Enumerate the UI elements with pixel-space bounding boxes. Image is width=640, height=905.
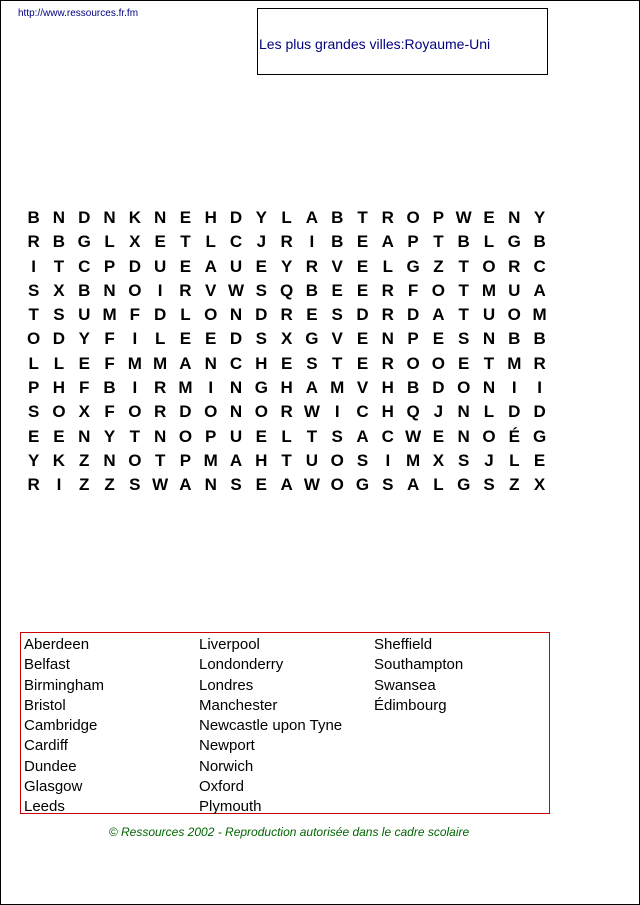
grid-cell[interactable]: U [482,305,496,325]
grid-cell[interactable]: A [432,305,445,325]
grid-cell[interactable]: G [457,475,471,495]
grid-cell[interactable]: O [431,353,446,373]
grid-row [21,451,552,475]
grid-cell[interactable]: N [204,475,217,495]
grid-cell[interactable]: H [255,353,268,373]
grid-cell[interactable]: M [178,378,193,398]
grid-cell[interactable]: T [458,280,469,300]
grid-cell[interactable]: T [53,256,65,276]
grid-cell[interactable]: N [153,426,167,446]
grid-cell[interactable]: D [255,305,268,325]
grid-cell[interactable]: A [229,450,243,470]
grid-row [21,208,552,232]
grid-cell[interactable]: H [52,378,66,398]
grid-cell[interactable]: P [407,329,419,349]
word-list-item: Manchester [199,696,278,714]
grid-cell[interactable]: A [204,256,217,276]
grid-cell[interactable]: O [482,426,496,446]
grid-cell[interactable]: E [179,329,192,349]
grid-cell[interactable]: D [356,305,369,325]
grid-row [21,329,552,353]
grid-cell[interactable]: S [129,475,141,495]
grid-cell[interactable]: R [179,280,192,300]
grid-cell[interactable]: C [356,402,369,422]
grid-cell[interactable]: X [533,475,546,495]
grid-cell[interactable]: T [28,305,39,325]
grid-row [21,378,552,402]
grid-cell[interactable]: X [280,329,293,349]
grid-cell[interactable]: P [103,256,116,276]
grid-cell[interactable]: L [483,402,495,422]
word-list-item: Plymouth [199,798,262,816]
grid-cell[interactable]: E [179,208,192,227]
grid-cell[interactable]: N [457,402,470,422]
grid-cell[interactable]: D [128,256,141,276]
grid-cell[interactable]: I [157,280,163,300]
word-list-item: Belfast [24,656,70,674]
copyright-footer: © Ressources 2002 - Reproduction autorisée dans le cadre scolaire [108,825,470,839]
grid-cell[interactable]: D [406,305,420,325]
word-list-item: Newcastle upon Tyne [199,717,343,735]
grid-cell[interactable]: S [483,475,495,495]
grid-cell[interactable]: S [27,402,40,422]
grid-cell[interactable]: M [102,305,117,325]
grid-cell[interactable]: M [127,353,142,373]
grid-cell[interactable]: S [458,329,470,349]
grid-cell[interactable]: L [483,232,495,252]
grid-cell[interactable]: F [104,402,115,422]
grid-cell[interactable]: E [179,256,192,276]
word-list-item: Glasgow [24,778,83,796]
grid-cell[interactable]: S [382,475,394,495]
grid-cell[interactable]: N [482,329,496,349]
grid-cell[interactable]: R [381,353,394,373]
grid-cell[interactable]: W [152,475,169,495]
word-list-item: Édimbourg [374,696,447,714]
grid-cell[interactable]: M [406,450,421,470]
grid-cell[interactable]: E [356,232,369,252]
grid-cell[interactable]: D [229,208,243,227]
grid-cell[interactable]: C [229,232,243,252]
grid-cell[interactable]: Z [79,450,90,470]
grid-cell[interactable]: E [483,208,495,227]
grid-cell[interactable]: O [507,305,521,325]
grid-cell[interactable]: D [432,378,445,398]
grid-cell[interactable]: T [332,353,343,373]
grid-cell[interactable]: T [180,232,191,252]
grid-cell[interactable]: K [52,450,66,470]
grid-cell[interactable]: R [280,402,293,422]
grid-row [21,427,552,451]
grid-cell[interactable]: A [305,378,319,398]
grid-cell[interactable]: E [27,426,40,446]
grid-cell[interactable]: O [128,450,142,470]
grid-cell[interactable]: I [132,378,138,398]
word-list-item: Southampton [374,656,464,674]
grid-cell[interactable]: B [331,232,344,252]
grid-cell[interactable]: H [280,378,293,398]
grid-cell[interactable]: N [204,353,217,373]
grid-cell[interactable]: U [508,280,521,300]
grid-cell[interactable]: R [280,232,293,252]
grid-cell[interactable]: D [153,305,167,325]
grid-cell[interactable]: H [255,450,268,470]
grid-row [21,475,552,499]
grid-cell[interactable]: U [229,426,243,446]
grid-cell[interactable]: I [56,475,62,495]
grid-cell[interactable]: N [381,329,394,349]
grid-cell[interactable]: O [128,402,142,422]
grid-cell[interactable]: G [77,232,91,252]
grid-cell[interactable]: M [532,305,547,325]
grid-cell[interactable]: R [27,475,40,495]
grid-cell[interactable]: W [303,402,320,422]
grid-cell[interactable]: Y [78,329,90,349]
grid-cell[interactable]: E [255,426,267,446]
grid-cell[interactable]: Z [433,256,444,276]
grid-cell[interactable]: E [78,353,90,373]
grid-cell[interactable]: I [385,450,391,470]
grid-cell[interactable]: X [53,280,65,300]
grid-cell[interactable]: T [483,353,495,373]
grid-cell[interactable]: A [179,353,192,373]
grid-cell[interactable]: T [154,450,166,470]
grid-cell[interactable]: N [103,280,116,300]
grid-cell[interactable]: O [52,402,66,422]
grid-cell[interactable]: E [53,426,65,446]
grid-cell[interactable]: W [303,475,320,495]
grid-cell[interactable]: J [433,402,444,422]
grid-cell[interactable]: I [537,378,542,398]
grid-cell[interactable]: U [229,256,243,276]
grid-cell[interactable]: O [204,305,218,325]
grid-cell[interactable]: D [52,329,66,349]
page-title: Les plus grandes villes:Royaume-Uni [259,36,491,52]
grid-cell[interactable]: S [255,329,267,349]
title-box [257,8,548,75]
grid-cell[interactable]: A [381,232,394,252]
grid-cell[interactable]: X [78,402,90,422]
grid-cell[interactable]: H [204,208,217,227]
grid-cell[interactable]: N [153,208,167,227]
grid-cell[interactable]: D [229,329,243,349]
grid-cell[interactable]: N [229,402,243,422]
grid-cell[interactable]: I [208,378,214,398]
grid-cell[interactable]: N [482,378,496,398]
grid-cell[interactable]: N [103,208,116,227]
grid-cell[interactable]: F [104,353,115,373]
grid-cell[interactable]: L [104,232,115,252]
grid-cell[interactable]: E [356,280,369,300]
grid-cell[interactable]: O [406,353,420,373]
grid-cell[interactable]: A [533,280,546,300]
grid-cell[interactable]: R [153,378,167,398]
grid-cell[interactable]: S [356,450,369,470]
grid-cell[interactable]: E [255,475,267,495]
grid-cell[interactable]: B [331,208,344,227]
grid-cell[interactable]: S [27,280,40,300]
grid-cell[interactable]: O [457,378,471,398]
grid-cell[interactable]: E [356,256,369,276]
grid-cell[interactable]: N [229,305,243,325]
word-list-item: Dundee [24,757,77,775]
grid-cell[interactable]: S [306,353,318,373]
grid-cell[interactable]: E [458,353,470,373]
grid-cell[interactable]: S [255,280,267,300]
grid-cell[interactable]: Q [280,280,294,300]
grid-cell[interactable]: O [330,450,344,470]
word-list-item: Cardiff [24,737,68,755]
grid-cell[interactable]: F [129,305,141,325]
grid-cell[interactable]: X [432,450,445,470]
word-list-column-1 [24,635,104,818]
grid-cell[interactable]: Y [27,450,40,470]
grid-cell[interactable]: É [508,426,520,446]
grid-cell[interactable]: R [305,256,319,276]
grid-cell[interactable]: L [382,256,393,276]
grid-cell[interactable]: G [355,475,370,495]
grid-cell[interactable]: M [330,378,345,398]
grid-cell[interactable]: T [129,426,141,446]
grid-cell[interactable]: A [305,208,319,227]
grid-cell[interactable]: D [179,402,192,422]
word-list-item: Bristol [24,696,66,714]
grid-cell[interactable]: D [78,208,91,227]
word-list-item: Londonderry [199,656,284,674]
word-list-item: Cambridge [24,717,98,735]
grid-cell[interactable]: L [281,208,292,227]
grid-cell[interactable]: O [128,280,142,300]
grid-cell[interactable]: L [180,305,191,325]
grid-cell[interactable]: E [205,329,217,349]
grid-cell[interactable]: M [481,280,497,300]
grid-cell[interactable]: M [507,353,522,373]
grid-cell[interactable]: V [331,329,343,349]
grid-cell[interactable]: B [305,280,319,300]
grid-cell[interactable]: S [331,305,343,325]
grid-cell[interactable]: T [281,450,292,470]
grid-cell[interactable]: C [381,426,394,446]
grid-cell[interactable]: J [256,232,267,252]
grid-cell[interactable]: R [381,305,394,325]
word-list-item: Leeds [24,798,65,816]
grid-cell[interactable]: C [229,353,243,373]
grid-cell[interactable]: Y [280,256,293,276]
word-list-item: Londres [199,676,254,694]
grid-cell[interactable]: F [407,280,419,300]
grid-cell[interactable]: U [305,450,319,470]
grid-cell[interactable]: C [78,256,91,276]
word-list-column-3 [374,635,463,716]
grid-cell[interactable]: I [334,402,340,422]
grid-cell[interactable]: R [533,353,546,373]
grid-cell[interactable]: L [154,329,166,349]
grid-cell[interactable]: O [27,329,41,349]
grid-cell[interactable]: I [31,256,37,276]
grid-cell[interactable]: B [78,280,91,300]
grid-cell[interactable]: L [205,232,216,252]
grid-row [21,257,552,281]
word-list-item: Oxford [199,778,245,796]
grid-cell[interactable]: B [508,329,521,349]
grid-cell[interactable]: X [129,232,141,252]
grid-cell[interactable]: Q [406,402,420,422]
word-list-column-2 [199,635,342,818]
grid-cell[interactable]: E [432,426,445,446]
grid-row [21,402,552,426]
grid-cell[interactable]: R [508,256,521,276]
grid-cell[interactable]: V [331,256,343,276]
grid-cell[interactable]: N [457,426,470,446]
grid-cell[interactable]: P [179,450,192,470]
grid-cell[interactable]: K [128,208,141,227]
word-list-item: Birmingham [24,676,105,694]
word-list-item: Sheffield [374,636,433,653]
grid-cell[interactable]: E [331,280,343,300]
grid-cell[interactable]: L [28,353,39,373]
grid-cell[interactable]: E [255,256,267,276]
grid-cell[interactable]: A [406,475,420,495]
grid-cell[interactable]: O [178,426,193,446]
word-list-item: Liverpool [199,636,260,653]
letter-grid [21,208,552,500]
grid-cell[interactable]: O [204,402,218,422]
grid-cell[interactable]: D [508,402,521,422]
grid-cell[interactable]: B [103,378,116,398]
grid-cell[interactable]: E [432,329,445,349]
grid-cell[interactable]: N [229,378,243,398]
grid-cell[interactable]: E [280,353,293,373]
grid-row [21,281,552,305]
word-list-box [20,632,550,814]
grid-cell[interactable]: E [356,329,369,349]
grid-cell[interactable]: G [406,256,420,276]
grid-cell[interactable]: F [79,378,90,398]
grid-cell[interactable]: Z [104,475,115,495]
grid-cell[interactable]: O [254,402,268,422]
grid-cell[interactable]: B [457,232,470,252]
grid-cell[interactable]: I [309,232,315,252]
grid-cell[interactable]: N [52,208,66,227]
grid-cell[interactable]: S [230,475,242,495]
grid-cell[interactable]: R [280,305,293,325]
grid-cell[interactable]: O [482,256,496,276]
grid-cell[interactable]: N [78,426,91,446]
grid-cell[interactable]: R [381,208,394,227]
grid-row [21,305,552,329]
grid-cell[interactable]: Y [533,208,546,227]
grid-cell[interactable]: H [381,402,394,422]
grid-cell[interactable]: P [27,378,40,398]
grid-cell[interactable]: A [356,426,369,446]
grid-cell[interactable]: D [533,402,546,422]
grid-cell[interactable]: I [511,378,517,398]
grid-cell[interactable]: T [458,305,469,325]
grid-cell[interactable]: T [458,256,469,276]
grid-cell[interactable]: B [27,208,40,227]
grid-cell[interactable]: Y [255,208,267,227]
grid-cell[interactable]: S [331,426,343,446]
grid-row [21,354,552,378]
word-list-item: Swansea [374,676,436,694]
word-list-item: Newport [199,737,255,755]
grid-cell[interactable]: L [53,353,65,373]
grid-cell[interactable]: R [153,402,167,422]
grid-cell[interactable]: B [533,232,546,252]
grid-cell[interactable]: V [356,378,369,398]
grid-cell[interactable]: C [533,256,546,276]
grid-cell[interactable]: P [432,208,445,227]
grid-cell[interactable]: R [27,232,40,252]
grid-cell[interactable]: L [433,475,444,495]
grid-cell[interactable]: A [280,475,293,495]
grid-cell[interactable]: E [154,232,166,252]
grid-row [21,232,552,256]
grid-cell[interactable]: G [532,426,547,446]
grid-cell[interactable]: W [228,280,245,300]
grid-cell[interactable]: N [103,450,116,470]
grid-cell[interactable]: T [433,232,444,252]
grid-cell[interactable]: O [431,280,446,300]
grid-cell[interactable]: A [179,475,192,495]
grid-cell[interactable]: E [356,353,369,373]
word-list-item: Aberdeen [24,636,90,653]
grid-cell[interactable]: R [381,280,394,300]
grid-cell[interactable]: H [381,378,394,398]
grid-cell[interactable]: O [330,475,344,495]
grid-cell[interactable]: L [281,426,292,446]
grid-cell[interactable]: O [406,208,420,227]
grid-cell[interactable]: B [406,378,420,398]
word-list-item: Norwich [199,757,254,775]
grid-cell[interactable]: S [458,450,470,470]
grid-cell[interactable]: G [254,378,268,398]
grid-cell[interactable]: J [484,450,494,470]
grid-cell[interactable]: P [407,232,419,252]
grid-cell[interactable]: T [357,208,368,227]
grid-cell[interactable]: F [104,329,115,349]
grid-cell[interactable]: G [507,232,521,252]
grid-cell[interactable]: W [455,208,472,227]
grid-cell[interactable]: P [205,426,217,446]
grid-cell[interactable]: U [153,256,167,276]
site-url-link[interactable]: http://www.ressources.fr.fm [18,8,139,19]
grid-cell[interactable]: I [132,329,138,349]
grid-cell[interactable]: M [203,450,218,470]
grid-cell[interactable]: S [53,305,65,325]
grid-cell[interactable]: N [508,208,521,227]
grid-cell[interactable]: M [153,353,168,373]
grid-cell[interactable]: B [533,329,546,349]
grid-cell[interactable]: W [405,426,422,446]
grid-cell[interactable]: U [78,305,91,325]
grid-cell[interactable]: Z [509,475,520,495]
grid-cell[interactable]: Z [79,475,90,495]
grid-cell[interactable]: T [306,426,318,446]
grid-cell[interactable]: V [205,280,217,300]
grid-cell[interactable]: E [306,305,318,325]
grid-cell[interactable]: B [52,232,66,252]
grid-cell[interactable]: L [509,450,520,470]
grid-cell[interactable]: G [305,329,319,349]
grid-cell[interactable]: E [533,450,546,470]
grid-cell[interactable]: Y [103,426,116,446]
